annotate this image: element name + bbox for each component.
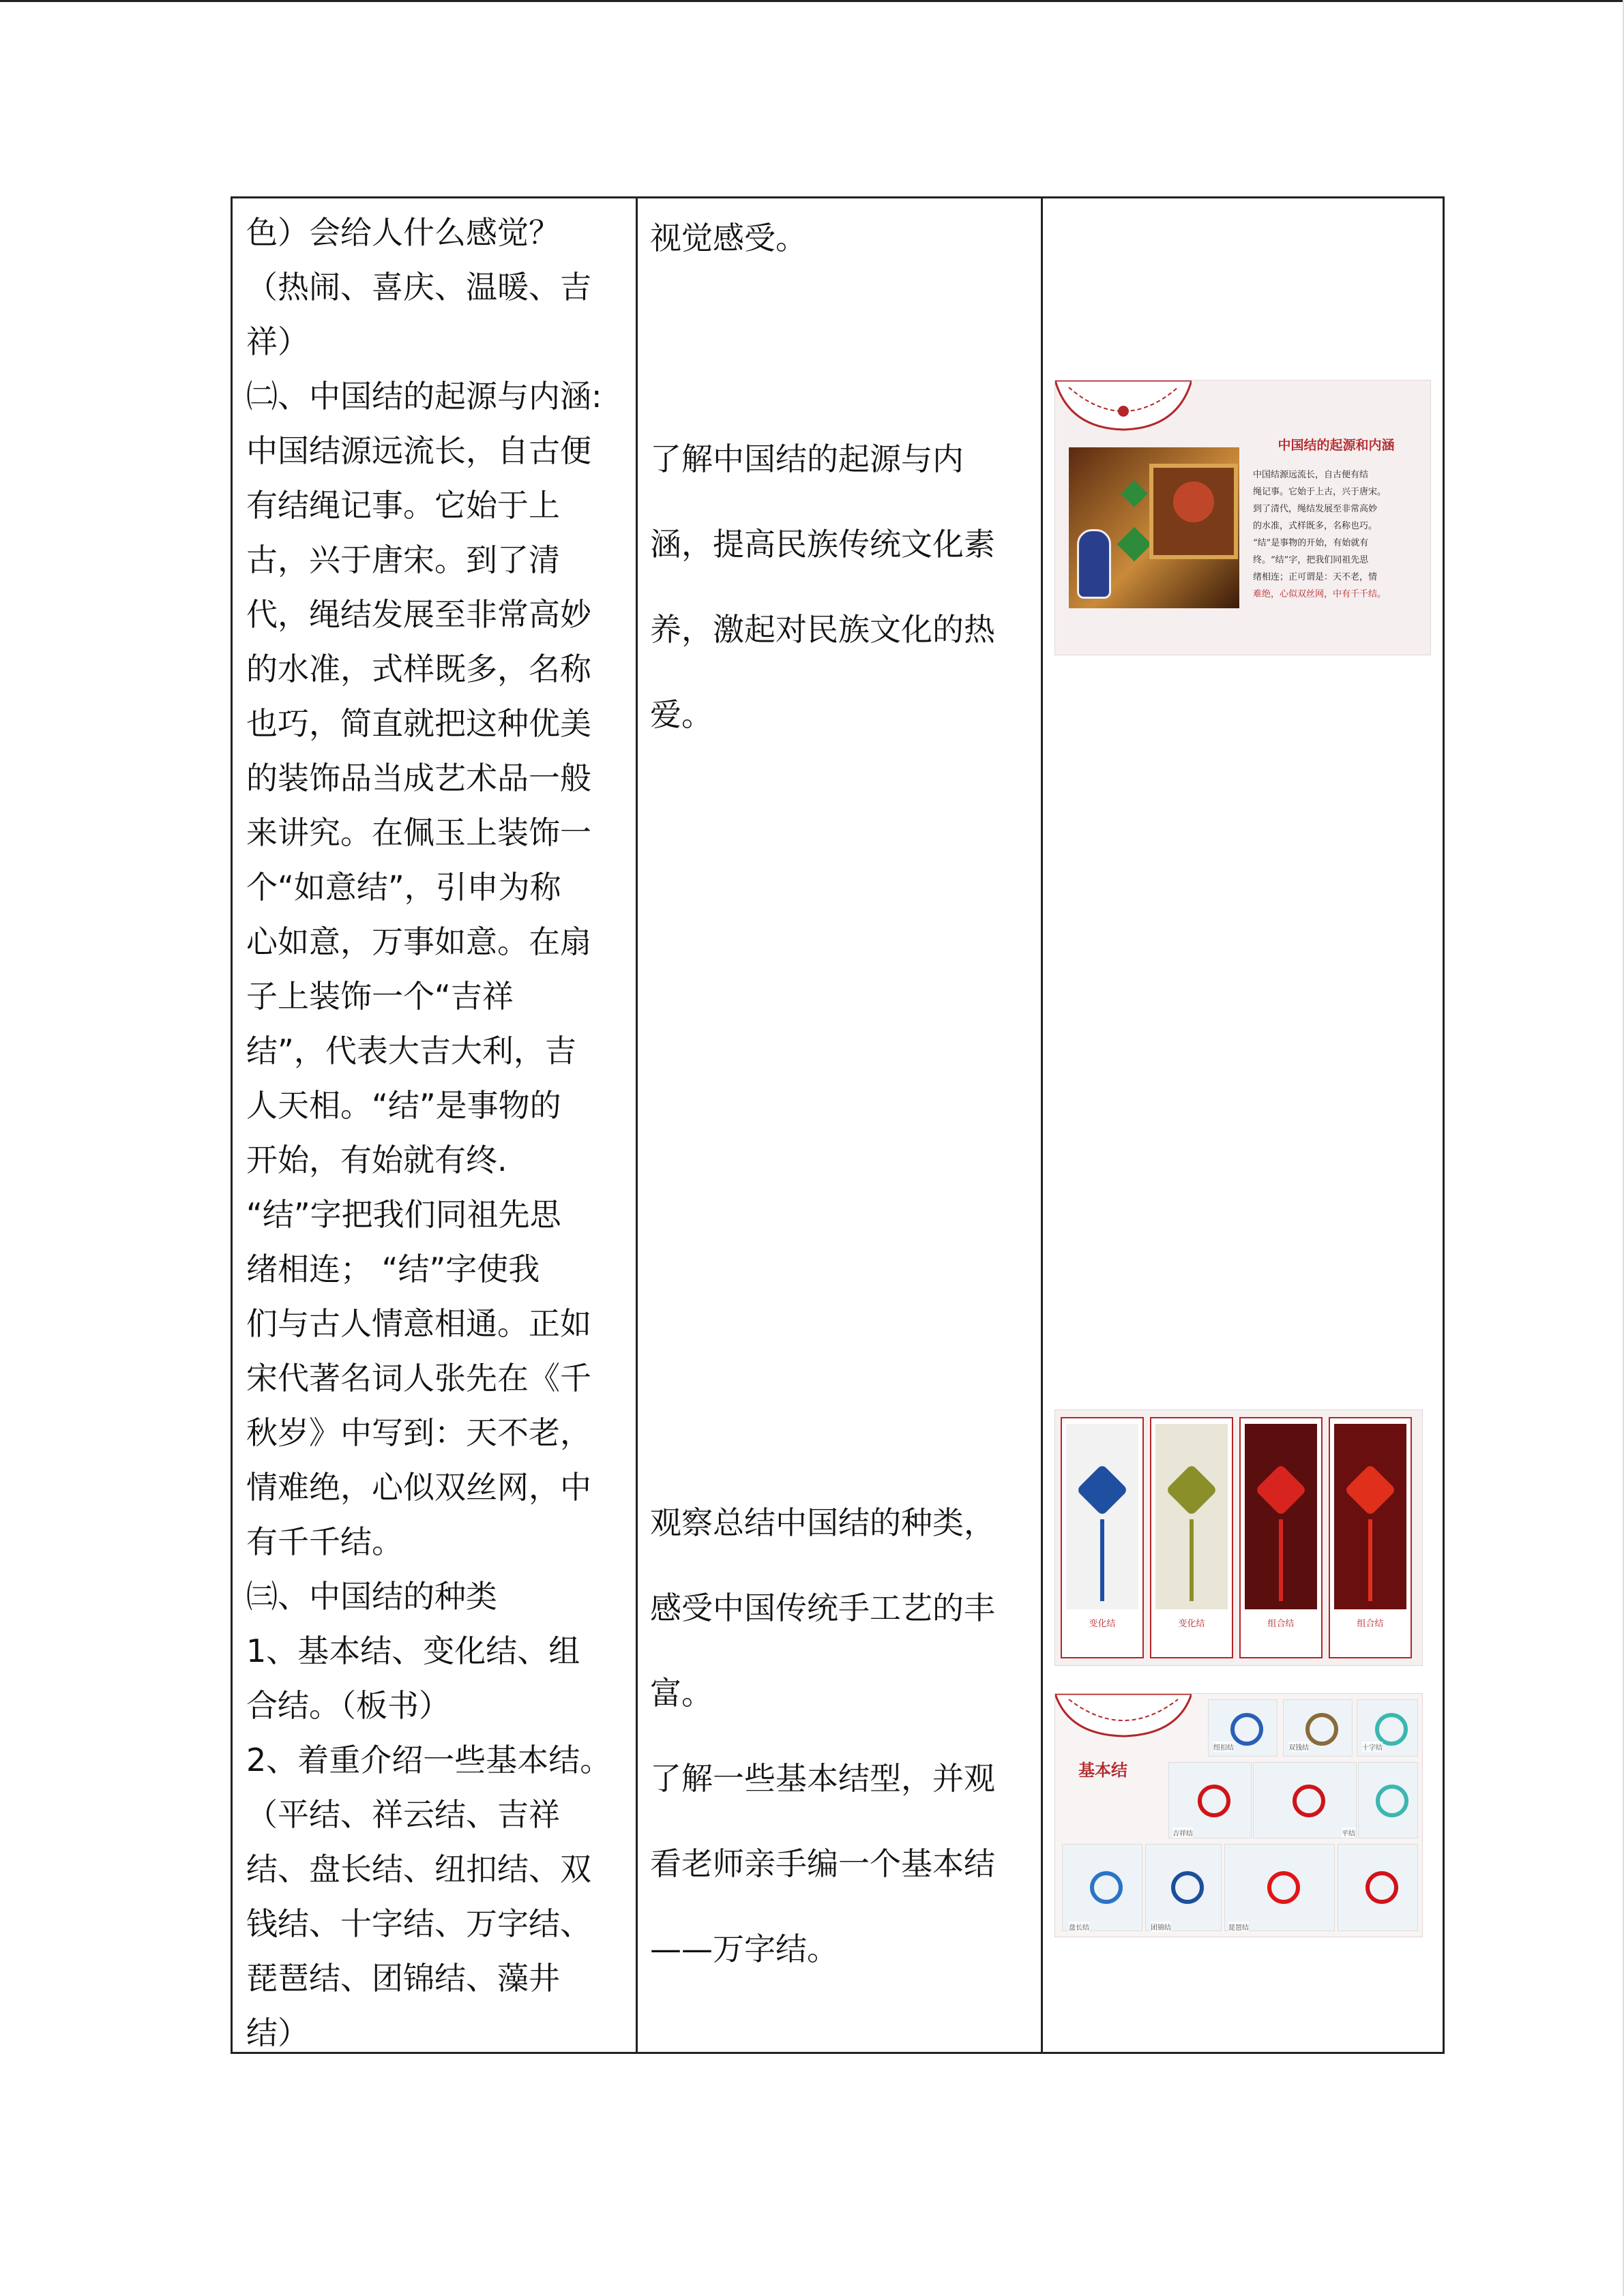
page-top-edge — [0, 0, 1624, 2]
knot-label: 琵琶结 — [1228, 1922, 1249, 1932]
teacher-text-line: 心如意，万事如意。在扇 — [246, 923, 591, 960]
teacher-text-line: 有千千结。 — [246, 1523, 403, 1560]
student-text-line: 感受中国传统手工艺的丰 — [650, 1590, 995, 1626]
teacher-text-line: ㈡、中国结的起源与内涵: — [246, 378, 602, 415]
teacher-text-line: 祥） — [246, 323, 309, 360]
basic-knot-photo — [1224, 1844, 1335, 1931]
teacher-text-line: ㈢、中国结的种类 — [246, 1578, 497, 1615]
teacher-text-line: 来讲究。在佩玉上装饰一 — [246, 814, 591, 851]
teacher-text-line: 2、着重介绍一些基本结。 — [246, 1742, 612, 1778]
lesson-table — [231, 196, 1445, 2054]
student-text-line: 视觉感受。 — [650, 220, 807, 256]
teacher-text-line: 宋代著名词人张先在《千 — [246, 1360, 591, 1397]
slide-title: 中国结的起源和内涵 — [1278, 438, 1395, 453]
knot-photo — [1155, 1424, 1228, 1609]
student-text-line: 涵，提高民族传统文化素 — [650, 526, 995, 563]
slide-body-line: 绪相连；正可谓是：天不老，情 — [1253, 572, 1378, 582]
knot-label: 十字结 — [1362, 1742, 1383, 1752]
teacher-text-line: 子上装饰一个“吉祥 — [246, 978, 514, 1015]
basic-knot-photo — [1358, 1762, 1418, 1838]
teacher-text-line: 情难绝，心似双丝网，中 — [246, 1469, 591, 1506]
teacher-text-line: 们与古人情意相通。正如 — [246, 1305, 591, 1342]
student-text-line: 看老师亲手编一个基本结 — [650, 1845, 995, 1882]
teacher-text-line: 合结。（板书） — [246, 1687, 450, 1724]
knot-type-panel — [1329, 1417, 1412, 1658]
slide-body-line: “结”是事物的开始，有始就有 — [1253, 538, 1369, 548]
knot-label: 平结 — [1342, 1828, 1355, 1838]
knot-type-panel — [1061, 1417, 1144, 1658]
student-text-line: 富。 — [650, 1675, 713, 1712]
student-text-line: 了解一些基本结型，并观 — [650, 1760, 995, 1797]
student-text-line: 养，激起对民族文化的热 — [650, 611, 995, 648]
basic-knot-photo — [1062, 1844, 1142, 1931]
column-divider-2 — [1041, 198, 1043, 2052]
slide-origin-meaning — [1054, 380, 1431, 655]
student-activity-block-1 — [650, 218, 1032, 258]
photo-vase-and-knot — [1069, 447, 1239, 608]
teacher-text-line: 的装饰品当成艺术品一般 — [246, 760, 591, 796]
teacher-text-line: 的水准，式样既多，名称 — [246, 651, 591, 687]
student-text-line: 爱。 — [650, 696, 713, 733]
student-activity-block-3 — [650, 1480, 1032, 1992]
slide-title: 基本结 — [1078, 1761, 1127, 1780]
slide-knot-types — [1054, 1410, 1423, 1666]
teacher-text-line: “结”字把我们同祖先思 — [246, 1196, 561, 1233]
knot-type-panel — [1239, 1417, 1323, 1658]
teacher-text-line: 秋岁》中写到：天不老， — [246, 1414, 591, 1451]
teacher-text-line: （平结、祥云结、吉祥 — [246, 1796, 560, 1833]
slide-body-line: 绳记事。它始于上古，兴于唐宋。 — [1253, 487, 1387, 497]
knot-label: 吉祥结 — [1172, 1828, 1193, 1838]
fan-ornament-icon — [1055, 1694, 1192, 1742]
teacher-text-line: 代，绳结发展至非常高妙 — [246, 596, 591, 633]
knot-photo — [1334, 1424, 1406, 1609]
slide-body-line: 中国结源远流长，自古便有结 — [1253, 470, 1369, 480]
teacher-text-line: 有结绳记事。它始于上 — [246, 487, 560, 524]
slide-body-line: 终。“结”字，把我们同祖先思 — [1253, 555, 1369, 565]
knot-type-panel — [1150, 1417, 1233, 1658]
teacher-text-line: 开始，有始就有终. — [246, 1142, 507, 1178]
slide-basic-knots — [1054, 1693, 1423, 1937]
student-text-line: ——万字结。 — [650, 1930, 838, 1967]
fan-ornament-icon — [1055, 381, 1192, 435]
teacher-text-line: 钱结、十字结、万字结、 — [246, 1905, 591, 1942]
teacher-text-line: 古，兴于唐宋。到了清 — [246, 541, 560, 578]
teacher-text-line: 结”，代表大吉大利，吉 — [246, 1032, 576, 1069]
column-divider-1 — [636, 198, 638, 2052]
student-activity-block-2 — [650, 417, 1032, 758]
teacher-text-line: 结） — [246, 2014, 309, 2051]
panel-label: 变化结 — [1178, 1619, 1205, 1629]
teacher-text-line: 绪相连； “结”字使我 — [246, 1251, 540, 1287]
student-text-line: 了解中国结的起源与内 — [650, 441, 964, 477]
knot-photo — [1245, 1424, 1317, 1609]
slide-body-line: 难绝，心似双丝网，中有千千结。 — [1253, 589, 1387, 599]
panel-label: 组合结 — [1267, 1619, 1295, 1629]
teacher-text-line: 色）会给人什么感觉？ — [246, 214, 560, 251]
teacher-text-line: 结、盘长结、纽扣结、双 — [246, 1851, 591, 1888]
teacher-text-line: 琵琶结、团锦结、藻井 — [246, 1960, 560, 1997]
knot-photo — [1066, 1424, 1138, 1609]
teacher-activity-column — [246, 205, 628, 2060]
basic-knot-photo — [1145, 1844, 1222, 1931]
student-text-line: 观察总结中国结的种类， — [650, 1504, 995, 1541]
knot-label: 双钱结 — [1288, 1742, 1309, 1752]
knot-label: 纽扣结 — [1213, 1742, 1234, 1752]
teacher-text-line: 1、基本结、变化结、组 — [246, 1632, 580, 1669]
slide-body-line: 到了清代，绳结发展至非常高妙 — [1253, 504, 1378, 514]
teacher-text-line: 中国结源远流长，自古便 — [246, 432, 591, 469]
teacher-text-line: 个“如意结”，引申为称 — [246, 869, 561, 906]
slide-body-text — [1253, 466, 1425, 603]
teacher-text-line: （热闹、喜庆、温暖、吉 — [246, 269, 591, 305]
panel-label: 变化结 — [1089, 1619, 1116, 1629]
slide-body-line: 的水准，式样既多，名称也巧。 — [1253, 521, 1378, 531]
teacher-text-line: 人天相。“结”是事物的 — [246, 1087, 561, 1124]
teacher-text-line: 也巧，简直就把这种优美 — [246, 705, 591, 742]
panel-label: 组合结 — [1357, 1619, 1384, 1629]
basic-knot-photo — [1338, 1844, 1418, 1931]
knot-label: 团锦结 — [1151, 1922, 1171, 1932]
knot-label: 盘长结 — [1069, 1922, 1089, 1932]
